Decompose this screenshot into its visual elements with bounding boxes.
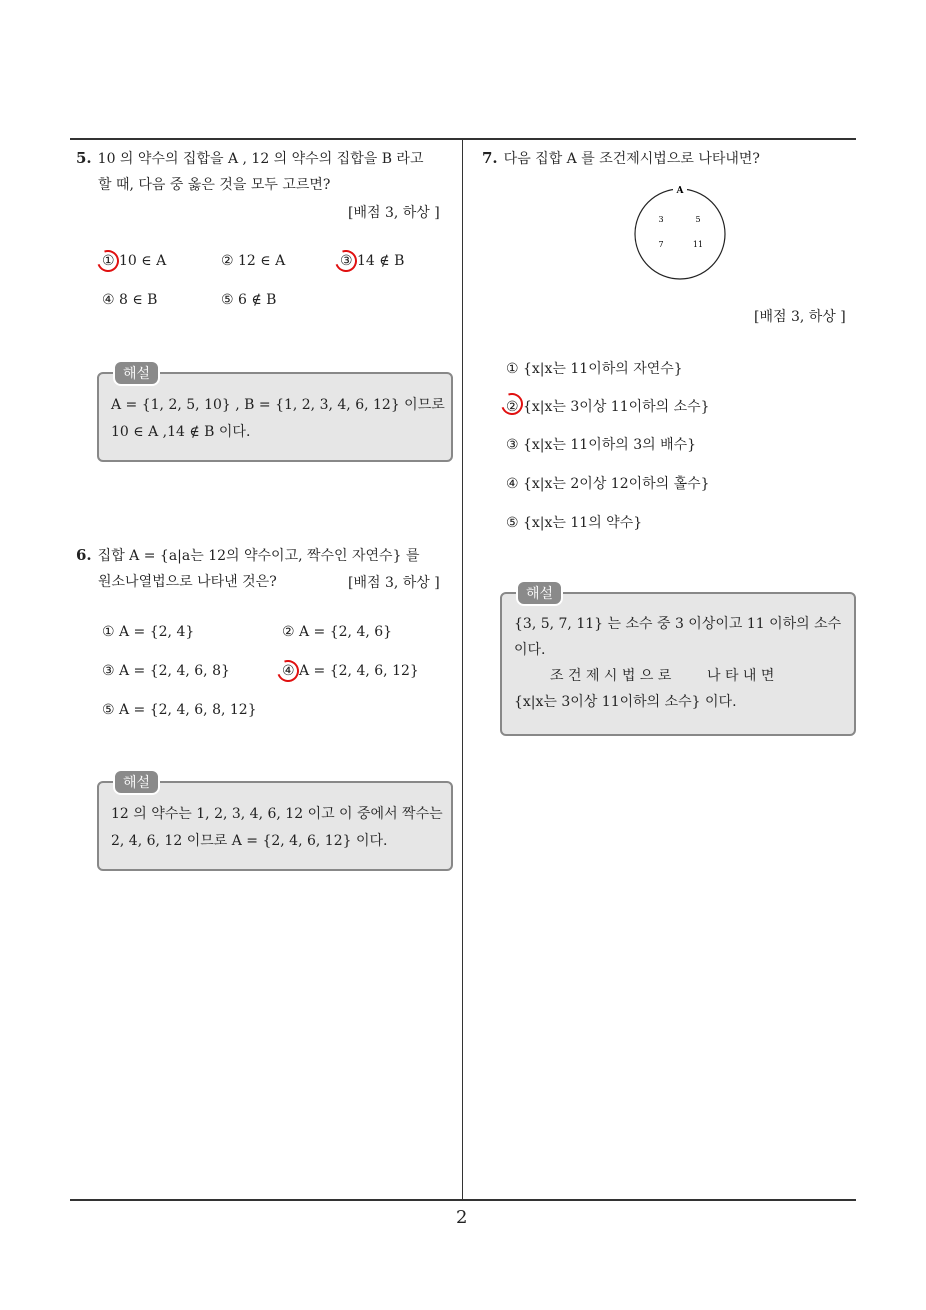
q5-line2: 할 때, 다음 중 옳은 것을 모두 고르면? bbox=[98, 177, 331, 193]
q6-choice-4[interactable]: ④ A = {2, 4, 6, 12} bbox=[282, 663, 419, 679]
q5-choice-5[interactable]: ⑤ 6 ∉ B bbox=[221, 292, 277, 308]
q7-number: 7. bbox=[482, 149, 498, 167]
q5-choice-2[interactable]: ② 12 ∈ A bbox=[221, 253, 286, 269]
q6-solution-box bbox=[97, 775, 453, 871]
q6-number: 6. bbox=[76, 546, 92, 564]
q6-choice-1[interactable]: ① A = {2, 4} bbox=[102, 624, 195, 640]
q7-stem bbox=[482, 145, 852, 172]
q6-choice-3[interactable]: ③ A = {2, 4, 6, 8} bbox=[102, 663, 230, 679]
q6-line2: 원소나열법으로 나타낸 것은? bbox=[98, 574, 277, 590]
q6-score: [배점 3, 하상 ] bbox=[348, 575, 440, 591]
q5-solution-tag: 해설 bbox=[113, 360, 160, 386]
bottom-rule bbox=[70, 1199, 856, 1201]
answer-mark-q6-4 bbox=[273, 656, 302, 685]
q5-line1: 10 의 약수의 집합을 A , 12 의 약수의 집합을 B 라고 bbox=[97, 151, 424, 167]
q7-solution-tag: 해설 bbox=[516, 580, 563, 606]
q7-solution-line4: {x|x는 3이상 11이하의 소수} 이다. bbox=[514, 694, 737, 710]
q7-choice-1[interactable]: ① {x|x는 11이하의 자연수} bbox=[506, 361, 683, 377]
q7-solution-line2: 이다. bbox=[514, 642, 546, 658]
q6-solution-tag: 해설 bbox=[113, 769, 160, 795]
q6-choice-5[interactable]: ⑤ A = {2, 4, 6, 8, 12} bbox=[102, 702, 257, 718]
answer-mark-q5-1 bbox=[93, 246, 122, 275]
q7-solution-box bbox=[500, 586, 856, 736]
q7-choice-2[interactable]: ② {x|x는 3이상 11이하의 소수} bbox=[506, 399, 710, 415]
q6-line1: 집합 A = {a|a는 12의 약수이고, 짝수인 자연수} 를 bbox=[97, 548, 420, 564]
q5-choice-3[interactable]: ③ 14 ∉ B bbox=[340, 253, 405, 269]
q6-solution-line1: 12 의 약수는 1, 2, 3, 4, 6, 12 이고 이 중에서 짝수는 bbox=[111, 806, 443, 822]
q7-solution-line1: {3, 5, 7, 11} 는 소수 중 3 이상이고 11 이하의 소수 bbox=[514, 616, 842, 632]
q7-line1: 다음 집합 A 를 조건제시법으로 나타내면? bbox=[503, 151, 760, 167]
set-element: 11 bbox=[692, 240, 704, 249]
q5-number: 5. bbox=[76, 149, 92, 167]
q5-choice-4[interactable]: ④ 8 ∈ B bbox=[102, 292, 158, 308]
set-circle bbox=[635, 189, 725, 279]
set-element: 3 bbox=[658, 215, 664, 224]
set-diagram bbox=[630, 182, 730, 282]
set-label: A bbox=[676, 186, 684, 196]
q5-stem bbox=[76, 145, 460, 198]
set-element: 5 bbox=[695, 215, 701, 224]
q7-solution-line3: 조 건 제 시 법 으 로 나 타 내 면 bbox=[550, 668, 775, 684]
q5-solution-line1: A = {1, 2, 5, 10} , B = {1, 2, 3, 4, 6, 12} 이므로 bbox=[111, 397, 445, 413]
q5-solution-line2: 10 ∈ A ,14 ∉ B 이다. bbox=[111, 424, 251, 440]
q7-choice-5[interactable]: ⑤ {x|x는 11의 약수} bbox=[506, 515, 643, 531]
set-element: 7 bbox=[658, 240, 664, 249]
q6-solution-line2: 2, 4, 6, 12 이므로 A = {2, 4, 6, 12} 이다. bbox=[111, 833, 388, 849]
q5-choice-1[interactable]: ① 10 ∈ A bbox=[102, 253, 167, 269]
q5-score: [배점 3, 하상 ] bbox=[348, 205, 440, 221]
answer-mark-q5-3 bbox=[331, 246, 360, 275]
q7-score: [배점 3, 하상 ] bbox=[754, 309, 846, 325]
column-divider bbox=[462, 138, 463, 1201]
q7-choice-3[interactable]: ③ {x|x는 11이하의 3의 배수} bbox=[506, 437, 697, 453]
q5-solution-box bbox=[97, 366, 453, 462]
q7-choice-4[interactable]: ④ {x|x는 2이상 12이하의 홀수} bbox=[506, 476, 710, 492]
q6-choice-2[interactable]: ② A = {2, 4, 6} bbox=[282, 624, 393, 640]
page-number: 2 bbox=[456, 1207, 468, 1228]
top-rule bbox=[70, 138, 856, 140]
